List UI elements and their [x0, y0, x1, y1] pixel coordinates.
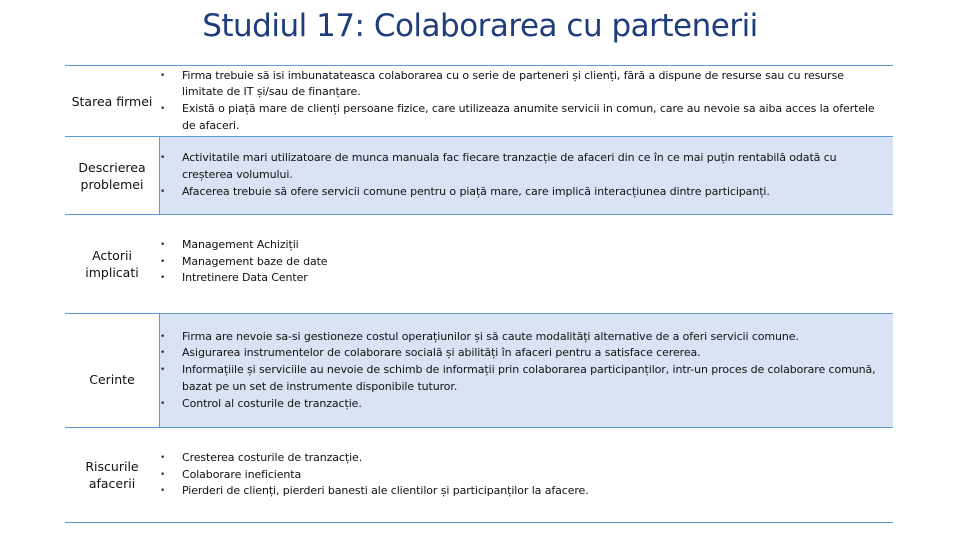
table-row-cerinte	[65, 314, 893, 428]
bullet-icon: •	[160, 273, 166, 284]
table-row-descrierea-problemei	[65, 137, 893, 215]
row-content	[159, 215, 893, 313]
row-content	[159, 314, 893, 427]
page-title: Studiul 17: Colaborarea cu partenerii	[202, 8, 758, 44]
row-label: Riscurile afacerii	[85, 459, 139, 491]
list-item: • Firma trebuie să isi imbunatateasca colaborarea cu o serie de parteneri și clienți, fără a dispune de resurse sau cu resurse limitate de IT și/sau de finanțare.	[160, 68, 885, 101]
bullet-icon: •	[160, 398, 166, 409]
list-item: • Asigurarea instrumentelor de colaborare socială și abilități în afaceri pentru a satisface cererea.	[160, 345, 885, 362]
row-label: Actorii implicati	[85, 248, 139, 280]
bullet-icon: •	[160, 104, 166, 114]
row-content	[159, 66, 893, 136]
row-content	[159, 428, 893, 522]
list-item: • Control al costurile de tranzacție.	[160, 396, 885, 413]
row-content	[159, 137, 893, 214]
bullet-icon: •	[160, 452, 166, 463]
list-item: • Management baze de date	[160, 254, 885, 271]
list-item: • Intretinere Data Center	[160, 270, 885, 287]
list-item: • Activitatile mari utilizatoare de munca manuala fac fiecare tranzacție de afaceri din ce în ce mai puțin rentabilă odată cu creșterea volumului.	[160, 150, 885, 183]
bullet-icon: •	[160, 486, 166, 497]
case-study-table	[65, 65, 893, 523]
list-item: • Cresterea costurile de tranzacție.	[160, 450, 885, 467]
bullet-icon: •	[160, 70, 166, 81]
list-item: • Pierderi de clienți, pierderi banesti ale clientilor și participanților la afacere.	[160, 483, 885, 500]
list-item: • Colaborare ineficienta	[160, 467, 885, 484]
bullet-icon: •	[160, 256, 166, 267]
table-row-actorii-implicati	[65, 215, 893, 314]
table-row-starea-firmei	[65, 66, 893, 137]
bullet-icon: •	[160, 153, 166, 164]
list-item: • Există o piață mare de clienți persoane fizice, care utilizeaza anumite servicii in comun, care au nevoie sa aiba acces la ofertele de afaceri.	[160, 101, 885, 134]
table-row-riscurile-afacerii	[65, 428, 893, 523]
row-label: Starea firmei	[71, 93, 153, 109]
list-item: • Firma are nevoie sa-si gestioneze costul operațiunilor și să caute modalități alternative de a oferi servicii comune.	[160, 329, 885, 346]
list-item: • Management Achiziții	[160, 237, 885, 254]
row-label: Cerinte	[65, 314, 159, 427]
bullet-icon: •	[160, 331, 166, 342]
bullet-icon: •	[160, 365, 166, 376]
list-item: • Afacerea trebuie să ofere servicii comune pentru o piață mare, care implică interacțiunea dintre participanți.	[160, 184, 885, 201]
list-item: • Informațiile și serviciile au nevoie de schimb de informații prin colaborarea participanților, intr-un proces de colaborare comună, bazat pe un set de instrumente disponibile tuturor.	[160, 362, 885, 395]
bullet-icon: •	[160, 186, 166, 197]
bullet-icon: •	[160, 240, 166, 250]
bullet-icon: •	[160, 348, 166, 359]
bullet-icon: •	[160, 469, 166, 480]
row-label: Descrierea problemei	[65, 137, 159, 214]
